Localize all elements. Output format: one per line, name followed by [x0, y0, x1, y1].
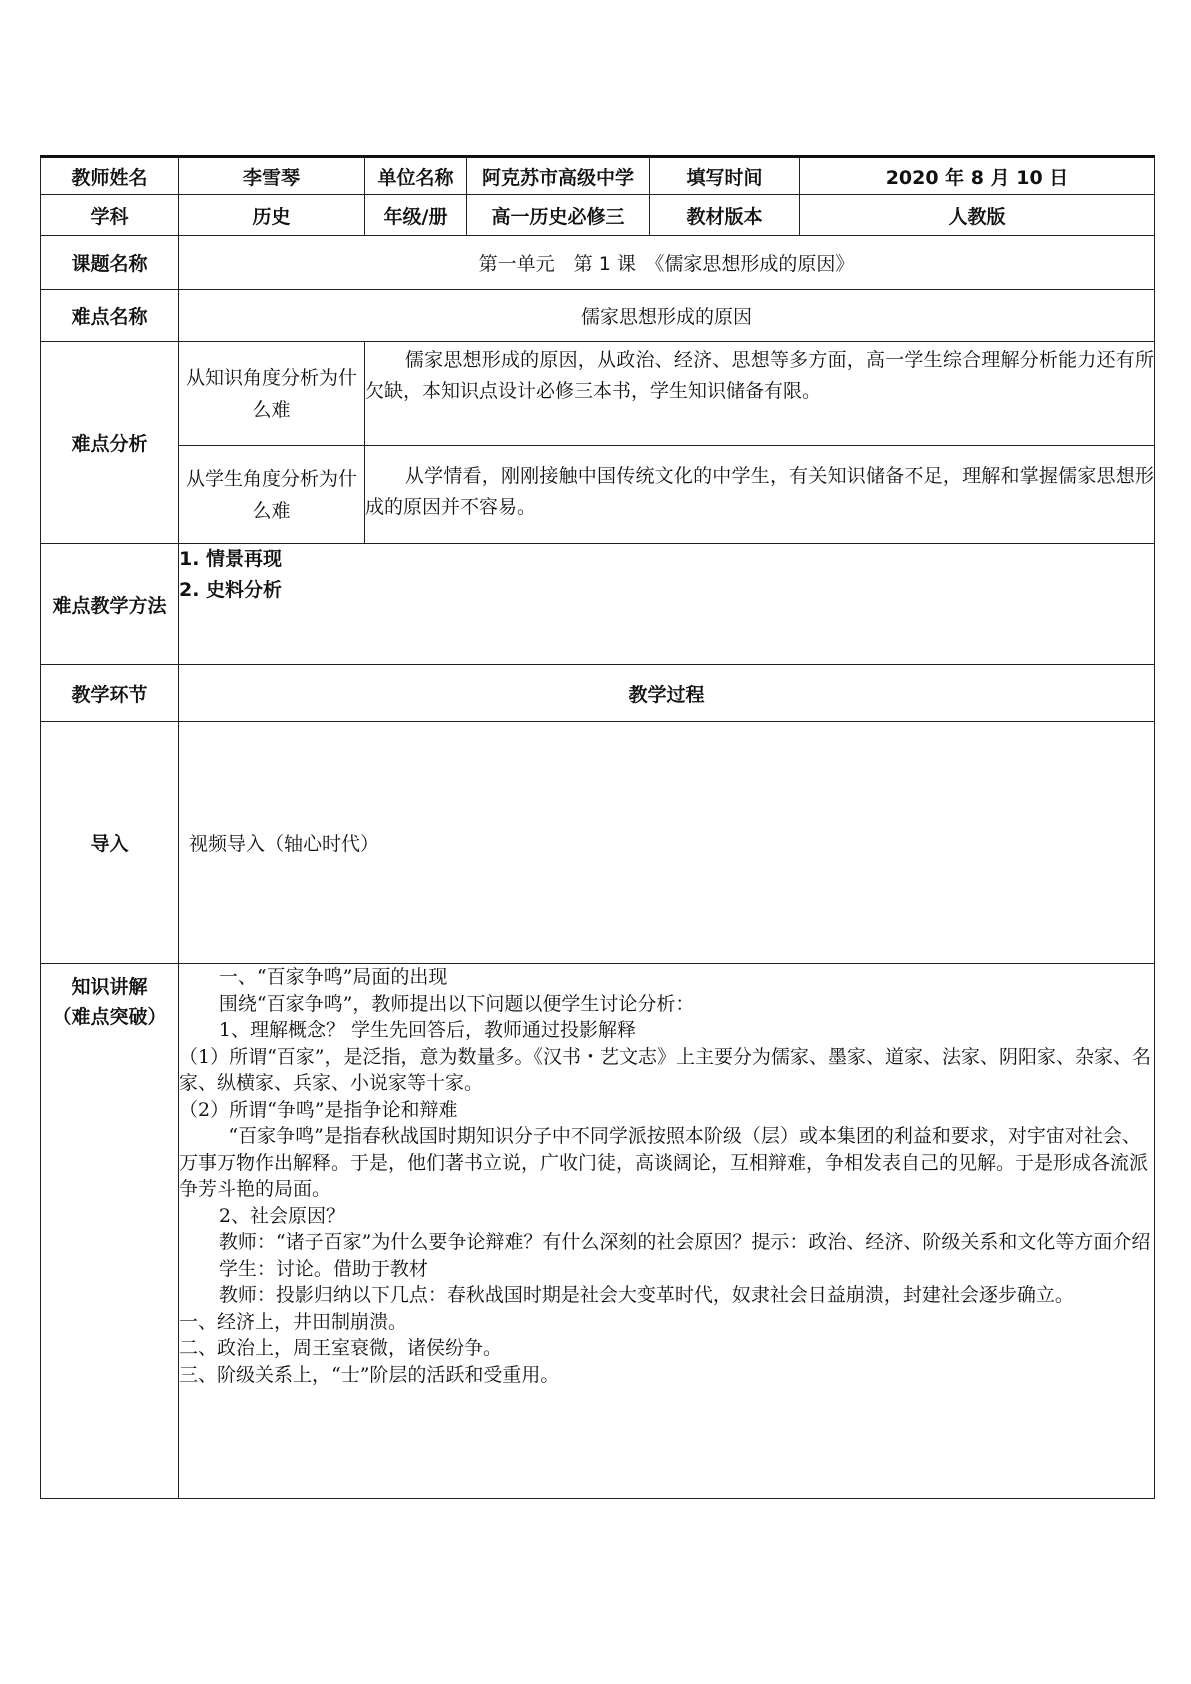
subject-label: 学科	[41, 195, 179, 236]
content-line: 二、政治上，周王室衰微，诸侯纷争。	[179, 1337, 503, 1359]
analysis-student-row	[41, 446, 1155, 544]
knowledge-label-line2: （难点突破）	[52, 1006, 167, 1028]
method-item: 1. 情景再现	[179, 548, 283, 570]
analysis-knowledge-row	[41, 342, 1155, 446]
teacher-name-value: 李雪琴	[179, 157, 365, 195]
content-heading: 一、“百家争鸣”局面的出现	[218, 966, 448, 988]
fill-date-value: 2020 年 8 月 10 日	[800, 157, 1155, 195]
content-line: 三、阶级关系上，“士”阶层的活跃和受重用。	[179, 1363, 560, 1386]
topic-label: 课题名称	[41, 236, 179, 290]
difficulty-value: 儒家思想形成的原因	[179, 290, 1155, 342]
fill-date-label: 填写时间	[650, 157, 800, 195]
difficulty-row	[41, 290, 1155, 342]
knowledge-row	[41, 964, 1155, 1499]
content-line: 教师：投影归纳以下几点：春秋战国时期是社会大变革时代，奴隶社会日益崩溃，封建社会逐步确立。	[218, 1284, 1074, 1306]
header-row-2	[41, 195, 1155, 236]
methods-list	[179, 544, 1155, 665]
topic-value: 第一单元 第 1 课 《儒家思想形成的原因》	[179, 236, 1155, 290]
difficulty-label: 难点名称	[41, 290, 179, 342]
knowledge-content	[179, 964, 1155, 1499]
student-angle-label: 从学生角度分析为什么难	[179, 446, 365, 544]
content-line: （1）所谓“百家”，是泛指，意为数量多。《汉书・艺文志》上主要分为儒家、墨家、道家、法家、阴阳家、杂家、名家、纵横家、兵家、小说家等十家。	[179, 1045, 1152, 1094]
content-line: 围绕“百家争鸣”，教师提出以下问题以便学生讨论分析：	[218, 992, 695, 1015]
content-line: （2）所谓“争鸣”是指争论和辩难	[179, 1098, 458, 1121]
unit-name-label: 单位名称	[365, 157, 467, 195]
edition-value: 人教版	[800, 195, 1155, 236]
grade-label: 年级/册	[365, 195, 467, 236]
content-line: 学生：讨论。借助于教材	[218, 1257, 428, 1280]
header-row-1	[41, 157, 1155, 195]
edition-label: 教材版本	[650, 195, 800, 236]
methods-label: 难点教学方法	[41, 544, 179, 665]
content-line: 教师：“诸子百家”为什么要争论辩难？有什么深刻的社会原因？提示：政治、经济、阶级关系和文化等方面介绍	[218, 1231, 1151, 1253]
content-line: 一、经济上，井田制崩溃。	[179, 1310, 408, 1333]
knowledge-angle-text: 儒家思想形成的原因，从政治、经济、思想等多方面，高一学生综合理解分析能力还有所欠缺，本知识点设计必修三本书，学生知识储备有限。	[365, 349, 1154, 402]
grade-value: 高一历史必修三	[467, 195, 650, 236]
analysis-label: 难点分析	[41, 342, 179, 544]
teacher-name-label: 教师姓名	[41, 157, 179, 195]
process-label: 教学过程	[179, 665, 1155, 722]
student-angle-text: 从学情看，刚刚接触中国传统文化的中学生，有关知识储备不足，理解和掌握儒家思想形成的原因并不容易。	[365, 465, 1154, 518]
lesson-plan-sheet	[40, 155, 1154, 1499]
intro-label: 导入	[41, 722, 179, 964]
content-line: “百家争鸣”是指春秋战国时期知识分子中不同学派按照本阶级（层）或本集团的利益和要求，对宇宙对社会、万事万物作出解释。于是，他们著书立说，广收门徒，高谈阔论，互相辩难，争相发表自己的见解。于是形成各流派争芳斗艳的局面。	[179, 1125, 1149, 1200]
unit-name-value: 阿克苏市高级中学	[467, 157, 650, 195]
process-step-label: 教学环节	[41, 665, 179, 722]
content-line: 1、理解概念？ 学生先回答后，教师通过投影解释	[218, 1019, 637, 1041]
knowledge-label-line1: 知识讲解	[71, 976, 148, 998]
knowledge-label	[41, 964, 179, 1499]
method-item: 2. 史料分析	[179, 579, 283, 601]
intro-row	[41, 722, 1155, 964]
knowledge-angle-label: 从知识角度分析为什么难	[179, 342, 365, 446]
process-header-row	[41, 665, 1155, 722]
content-line: 2、社会原因？	[218, 1204, 345, 1227]
methods-row	[41, 544, 1155, 665]
topic-row	[41, 236, 1155, 290]
intro-value: 视频导入（轴心时代）	[179, 722, 1155, 964]
subject-value: 历史	[179, 195, 365, 236]
lesson-plan-table	[40, 155, 1155, 1499]
